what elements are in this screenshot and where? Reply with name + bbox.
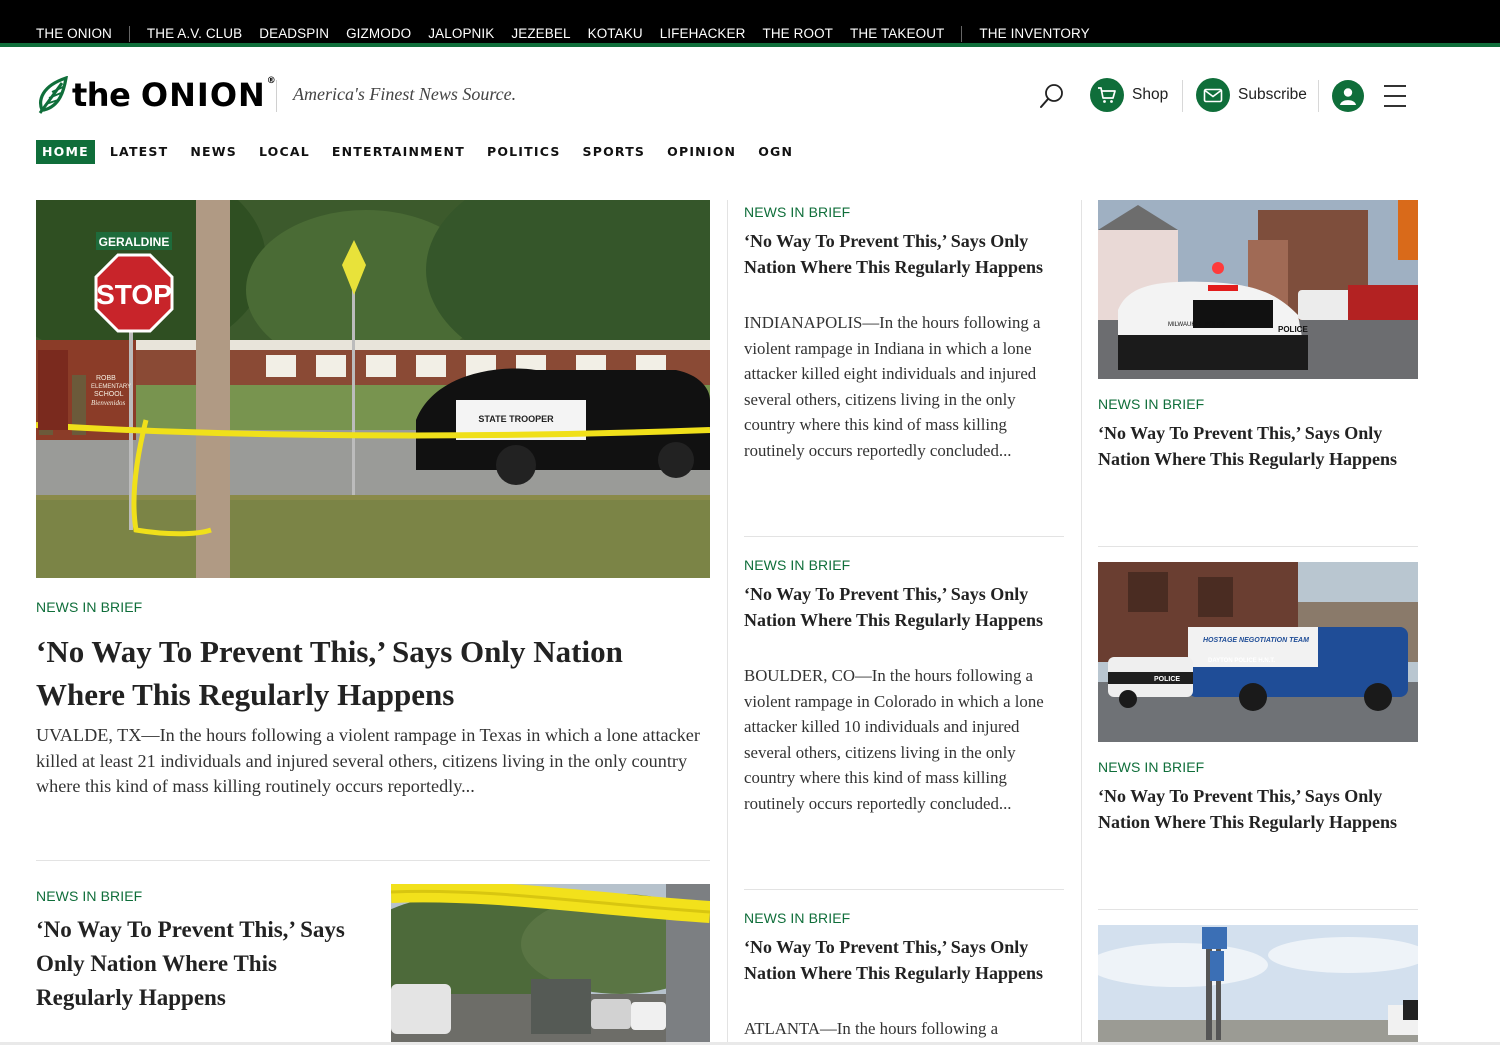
svg-text:Bienvenidos: Bienvenidos — [91, 399, 126, 407]
right-story-kicker[interactable]: NEWS IN BRIEF — [1098, 759, 1205, 775]
svg-text:ELEMENTARY: ELEMENTARY — [91, 384, 132, 390]
nav-item-entertainment[interactable]: ENTERTAINMENT — [331, 144, 465, 159]
network-link-jalopnik[interactable]: JALOPNIK — [428, 26, 495, 41]
lead-story-excerpt: UVALDE, TX—In the hours following a violent rampage in Texas in which a lone attacker killed at least 21 individuals and injured several others, citizens living in the only country where this kind of mass killing routinely occurs reportedly... — [36, 725, 700, 797]
middle-story-kicker[interactable]: NEWS IN BRIEF — [744, 557, 851, 573]
svg-text:DAYTON POLICE H.N.T.: DAYTON POLICE H.N.T. — [1208, 658, 1276, 664]
subscribe-label: Subscribe — [1238, 86, 1307, 103]
account-button[interactable] — [1332, 80, 1364, 112]
lead-story-image[interactable] — [36, 200, 710, 578]
story-divider — [36, 860, 710, 861]
site-logo[interactable] — [36, 76, 275, 114]
svg-text:POLICE: POLICE — [1278, 325, 1308, 334]
mail-icon — [1196, 78, 1230, 112]
logo-wordmark — [72, 76, 275, 114]
svg-text:STATE TROOPER: STATE TROOPER — [478, 414, 554, 424]
second-story-headline[interactable]: ‘No Way To Prevent This,’ Says Only Nation Where This Regularly Happens — [36, 917, 345, 1010]
column-divider — [1081, 200, 1082, 1045]
middle-story-excerpt: INDIANAPOLIS—In the hours following a violent rampage in Indiana in which a lone attacker killed eight individuals and injured several others, citizens living in the only country where this kind of mass killing routinely occurs reportedly concluded... — [744, 313, 1041, 460]
nav-item-politics[interactable]: POLITICS — [486, 144, 561, 159]
shop-button[interactable] — [1090, 78, 1168, 112]
nav-item-latest[interactable]: LATEST — [109, 144, 169, 159]
hamburger-menu-icon[interactable] — [1384, 85, 1406, 107]
section-nav — [36, 140, 815, 164]
network-link-jezebel[interactable]: JEZEBEL — [511, 26, 571, 41]
story-divider — [1098, 546, 1418, 547]
middle-story-kicker[interactable]: NEWS IN BRIEF — [744, 204, 851, 220]
shop-label: Shop — [1132, 86, 1169, 103]
user-icon — [1338, 86, 1358, 106]
network-links — [0, 0, 1500, 47]
search-button[interactable] — [1038, 82, 1066, 110]
site-tagline: America's Finest News Source. — [293, 84, 517, 104]
network-link-kotaku[interactable]: KOTAKU — [587, 26, 643, 41]
network-link-the-root[interactable]: THE ROOT — [762, 26, 834, 41]
middle-story-headline[interactable]: ‘No Way To Prevent This,’ Says Only Nation Where This Regularly Happens — [744, 231, 1044, 277]
nav-item-local[interactable]: LOCAL — [258, 144, 310, 159]
network-divider — [961, 26, 962, 42]
network-link-deadspin[interactable]: DEADSPIN — [259, 26, 330, 41]
network-link-the-inventory[interactable]: THE INVENTORY — [979, 26, 1090, 41]
lead-story-kicker[interactable]: NEWS IN BRIEF — [36, 599, 143, 615]
header-divider — [1318, 80, 1319, 112]
right-story-image[interactable] — [1098, 200, 1418, 379]
story-divider — [744, 889, 1064, 890]
onion-leaf-logo-icon — [36, 76, 70, 114]
tagline-divider — [276, 80, 277, 112]
nav-item-news[interactable]: NEWS — [190, 144, 237, 159]
network-divider — [129, 26, 130, 42]
network-link-av-club[interactable]: THE A.V. CLUB — [146, 26, 243, 41]
story-divider — [744, 536, 1064, 537]
middle-story-kicker[interactable]: NEWS IN BRIEF — [744, 910, 851, 926]
right-story-image[interactable] — [1098, 925, 1418, 1045]
svg-text:ROBB: ROBB — [96, 375, 116, 382]
network-link-gizmodo[interactable]: GIZMODO — [346, 26, 412, 41]
svg-text:HOSTAGE NEGOTIATION TEAM: HOSTAGE NEGOTIATION TEAM — [1203, 637, 1309, 644]
header-divider — [1182, 80, 1183, 112]
right-story-headline[interactable]: ‘No Way To Prevent This,’ Says Only Nation Where This Regularly Happens — [1098, 423, 1398, 469]
svg-text:GERALDINE: GERALDINE — [98, 235, 170, 249]
right-story-kicker[interactable]: NEWS IN BRIEF — [1098, 396, 1205, 412]
logo-word-onion: ONION — [140, 76, 266, 114]
middle-story-headline[interactable]: ‘No Way To Prevent This,’ Says Only Nation Where This Regularly Happens — [744, 584, 1044, 630]
cart-icon — [1090, 78, 1124, 112]
nav-item-opinion[interactable]: OPINION — [667, 144, 737, 159]
subscribe-button[interactable] — [1196, 78, 1307, 112]
nav-item-home[interactable]: HOME — [36, 140, 95, 164]
lead-story-headline[interactable]: ‘No Way To Prevent This,’ Says Only Nation Where This Regularly Happens — [36, 634, 623, 712]
nav-item-sports[interactable]: SPORTS — [582, 144, 646, 159]
right-story-headline[interactable]: ‘No Way To Prevent This,’ Says Only Nation Where This Regularly Happens — [1098, 786, 1398, 832]
nav-item-ogn[interactable]: OGN — [758, 144, 794, 159]
middle-story-excerpt: ATLANTA—In the hours following a — [744, 1019, 999, 1038]
svg-text:SCHOOL: SCHOOL — [94, 391, 124, 398]
network-link-the-takeout[interactable]: THE TAKEOUT — [850, 26, 945, 41]
logo-registered-mark: ® — [266, 76, 276, 86]
logo-word-the: the — [72, 76, 131, 114]
middle-story-headline[interactable]: ‘No Way To Prevent This,’ Says Only Nation Where This Regularly Happens — [744, 937, 1044, 983]
story-divider — [1098, 909, 1418, 910]
network-link-the-onion[interactable]: THE ONION — [36, 26, 112, 41]
second-story-kicker[interactable]: NEWS IN BRIEF — [36, 888, 143, 904]
svg-text:STOP: STOP — [96, 279, 172, 310]
network-bar — [0, 0, 1500, 47]
right-story-image[interactable] — [1098, 562, 1418, 742]
svg-text:POLICE: POLICE — [1154, 676, 1181, 683]
column-divider — [727, 200, 728, 1045]
search-icon — [1038, 82, 1066, 110]
middle-story-excerpt: BOULDER, CO—In the hours following a violent rampage in Colorado in which a lone attacker killed 10 individuals and injured several others, citizens living in the only country where this kind of mass killing routinely occurs reportedly concluded... — [744, 666, 1044, 813]
svg-text:MILWAUKEE POLICE: MILWAUKEE POLICE — [1168, 322, 1228, 328]
network-link-lifehacker[interactable]: LIFEHACKER — [659, 26, 746, 41]
second-story-image[interactable] — [391, 884, 710, 1045]
